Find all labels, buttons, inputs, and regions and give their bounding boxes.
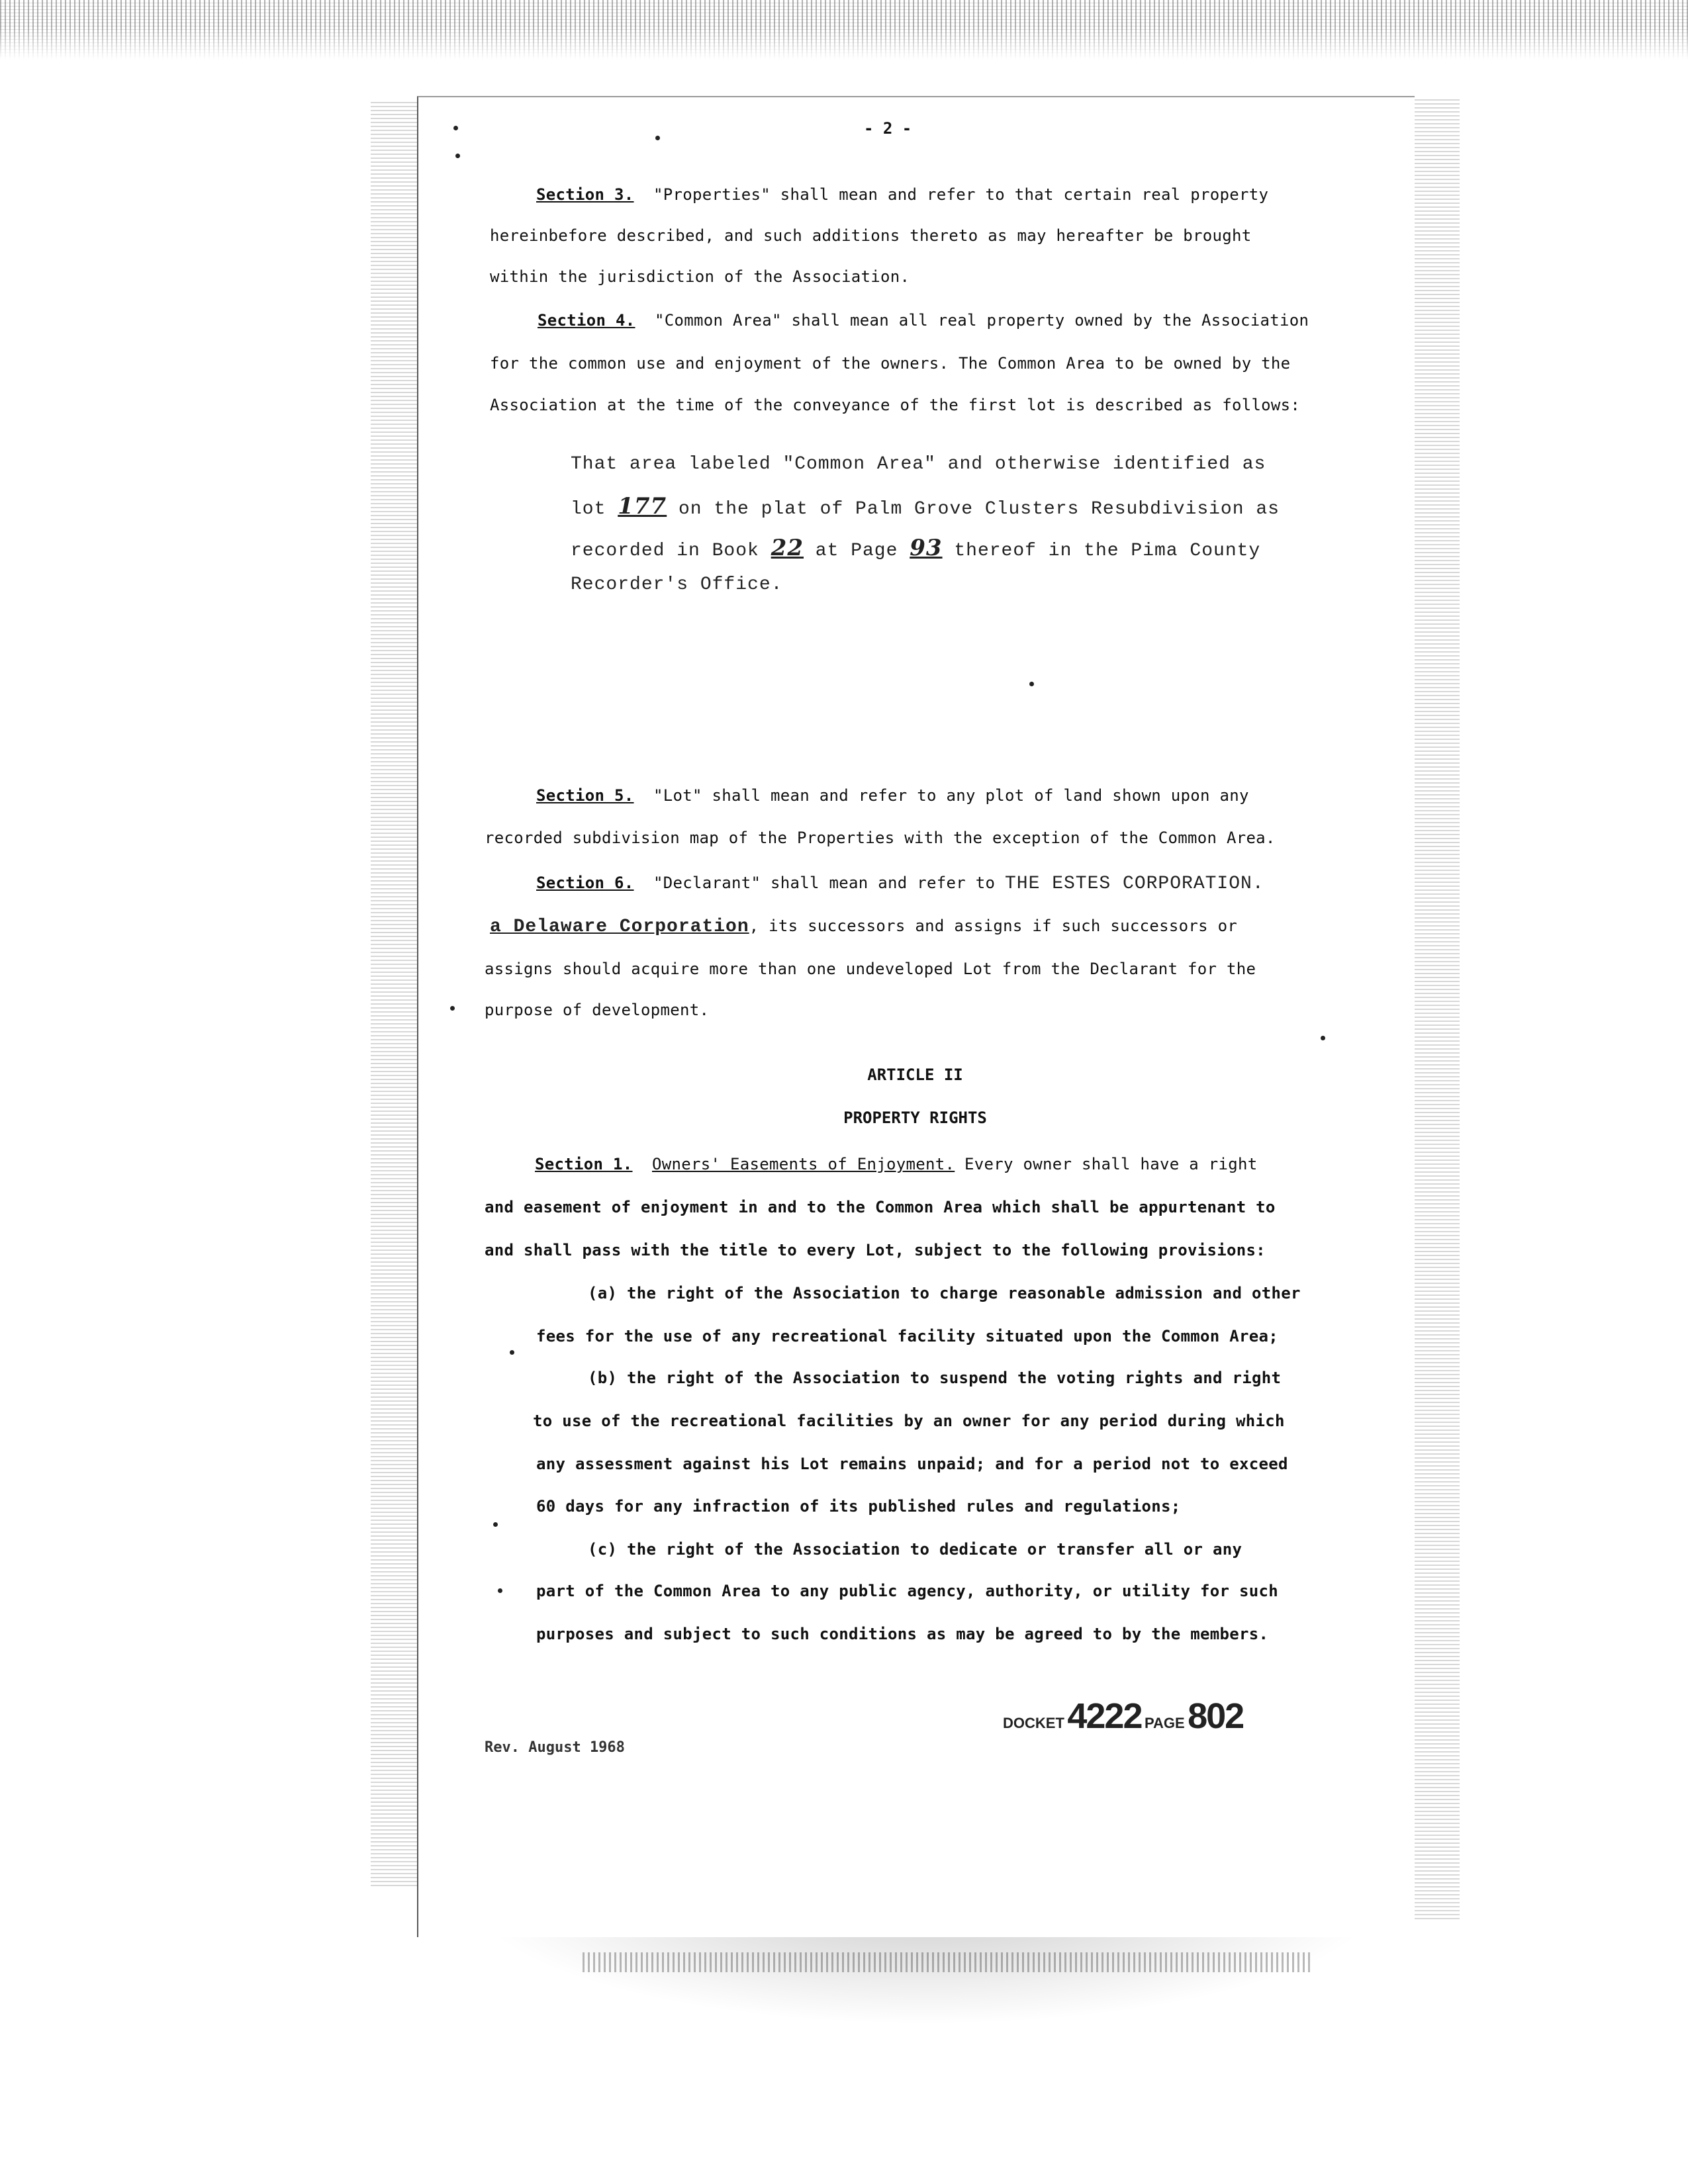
docket-label: DOCKET xyxy=(1003,1715,1064,1731)
provision-a-line-1: (a) the right of the Association to charge reasonable admission and other xyxy=(588,1284,1301,1302)
section-4-line-1 xyxy=(538,311,1309,330)
typed-line-3-post: thereof in the Pima County xyxy=(942,541,1261,561)
docket-page-number: 802 xyxy=(1188,1696,1244,1736)
declarant-name: THE ESTES CORPORATION. xyxy=(1004,874,1264,894)
section-6-line-2 xyxy=(490,917,1237,937)
typed-line-3-pre: recorded in Book xyxy=(571,541,771,561)
typed-line-2-pre: lot xyxy=(571,499,618,520)
section-6-line-4: purpose of development. xyxy=(485,1001,710,1019)
typed-line-2-post: on the plat of Palm Grove Clusters Resubdivision as xyxy=(667,499,1280,520)
provision-b-line-1: (b) the right of the Association to suspend the voting rights and right xyxy=(588,1369,1282,1387)
typed-line-3-mid: at Page xyxy=(803,541,910,561)
scan-noise-top xyxy=(0,0,1688,60)
declarant-state: a Delaware Corporation xyxy=(490,917,749,937)
provision-a-line-2: fees for the use of any recreational facility situated upon the Common Area; xyxy=(536,1327,1278,1345)
scan-speck xyxy=(655,136,660,140)
scan-speck xyxy=(455,154,460,158)
provision-b-line-4: 60 days for any infraction of its published rules and regulations; xyxy=(536,1497,1181,1516)
scan-speck xyxy=(498,1588,502,1593)
article-title: ARTICLE II xyxy=(867,1066,963,1084)
provision-b-line-3: any assessment against his Lot remains unpaid; and for a period not to exceed xyxy=(536,1455,1288,1473)
section-5-line-1 xyxy=(536,786,1249,805)
page-number: - 2 - xyxy=(864,119,912,138)
docket-page-label: PAGE xyxy=(1144,1715,1185,1731)
article-2-section-1-line-3: and shall pass with the title to every Lot, subject to the following provisions: xyxy=(485,1241,1266,1259)
section-3-line-3: within the jurisdiction of the Association. xyxy=(490,267,910,286)
section-6-heading: Section 6. xyxy=(536,874,634,892)
typed-line-1: That area labeled "Common Area" and otherwise identified as xyxy=(571,454,1266,475)
section-6-line-1 xyxy=(536,874,1264,894)
section-6-text: "Declarant" shall mean and refer to xyxy=(653,874,1005,892)
handwritten-book-number: 22 xyxy=(771,535,804,561)
scan-speck xyxy=(450,1006,455,1011)
scan-speck xyxy=(493,1522,498,1527)
provision-c-line-3: purposes and subject to such conditions as may be agreed to by the members. xyxy=(536,1625,1269,1643)
section-3-text: "Properties" shall mean and refer to that certain real property xyxy=(653,185,1269,204)
section-3-line-1 xyxy=(536,185,1268,204)
scan-speck xyxy=(1321,1036,1325,1040)
section-4-text: "Common Area" shall mean all real property owned by the Association xyxy=(655,311,1309,330)
provision-c-line-1: (c) the right of the Association to dedicate or transfer all or any xyxy=(588,1540,1243,1559)
docket-reference xyxy=(1003,1696,1243,1737)
article-2-section-1-line-1 xyxy=(535,1155,1257,1173)
section-6-line-3: assigns should acquire more than one undeveloped Lot from the Declarant for the xyxy=(485,960,1256,978)
handwritten-lot-number: 177 xyxy=(618,493,667,520)
section-5-heading: Section 5. xyxy=(536,786,634,805)
revision-date: Rev. August 1968 xyxy=(485,1739,625,1756)
scan-edge-bottom xyxy=(583,1952,1311,1972)
article-subtitle: PROPERTY RIGHTS xyxy=(843,1109,987,1127)
section-3-heading: Section 3. xyxy=(536,185,634,204)
docket-number: 4222 xyxy=(1067,1696,1142,1736)
provision-b-line-2: to use of the recreational facilities by an owner for any period during which xyxy=(533,1412,1285,1430)
scan-speck xyxy=(510,1350,514,1355)
article-2-section-1-text: Every owner shall have a right xyxy=(955,1155,1258,1173)
section-4-line-2: for the common use and enjoyment of the owners. The Common Area to be owned by the xyxy=(490,354,1291,373)
scan-speck xyxy=(1029,682,1034,686)
section-4-heading: Section 4. xyxy=(538,311,635,330)
section-5-text: "Lot" shall mean and refer to any plot of land shown upon any xyxy=(653,786,1249,805)
section-3-line-2: hereinbefore described, and such additions thereto as may hereafter be brought xyxy=(490,226,1252,245)
typed-line-2 xyxy=(571,493,1280,520)
provision-c-line-2: part of the Common Area to any public agency, authority, or utility for such xyxy=(536,1582,1278,1600)
section-5-line-2: recorded subdivision map of the Properties with the exception of the Common Area. xyxy=(485,829,1276,847)
typed-line-4: Recorder's Office. xyxy=(571,574,783,595)
handwritten-page-number: 93 xyxy=(910,535,943,561)
article-2-section-1-line-2: and easement of enjoyment in and to the Common Area which shall be appurtenant to xyxy=(485,1198,1276,1216)
section-6-line-2-rest: , its successors and assigns if such successors or xyxy=(749,917,1238,935)
scan-edge-left xyxy=(371,99,417,1886)
typed-line-3 xyxy=(571,535,1260,561)
article-2-section-1-heading: Section 1. xyxy=(535,1155,633,1173)
scan-edge-right xyxy=(1413,99,1460,1919)
article-2-section-1-subheading: Owners' Easements of Enjoyment. xyxy=(652,1155,955,1173)
scan-speck xyxy=(453,126,458,130)
section-4-line-3: Association at the time of the conveyance of the first lot is described as follows: xyxy=(490,396,1301,414)
